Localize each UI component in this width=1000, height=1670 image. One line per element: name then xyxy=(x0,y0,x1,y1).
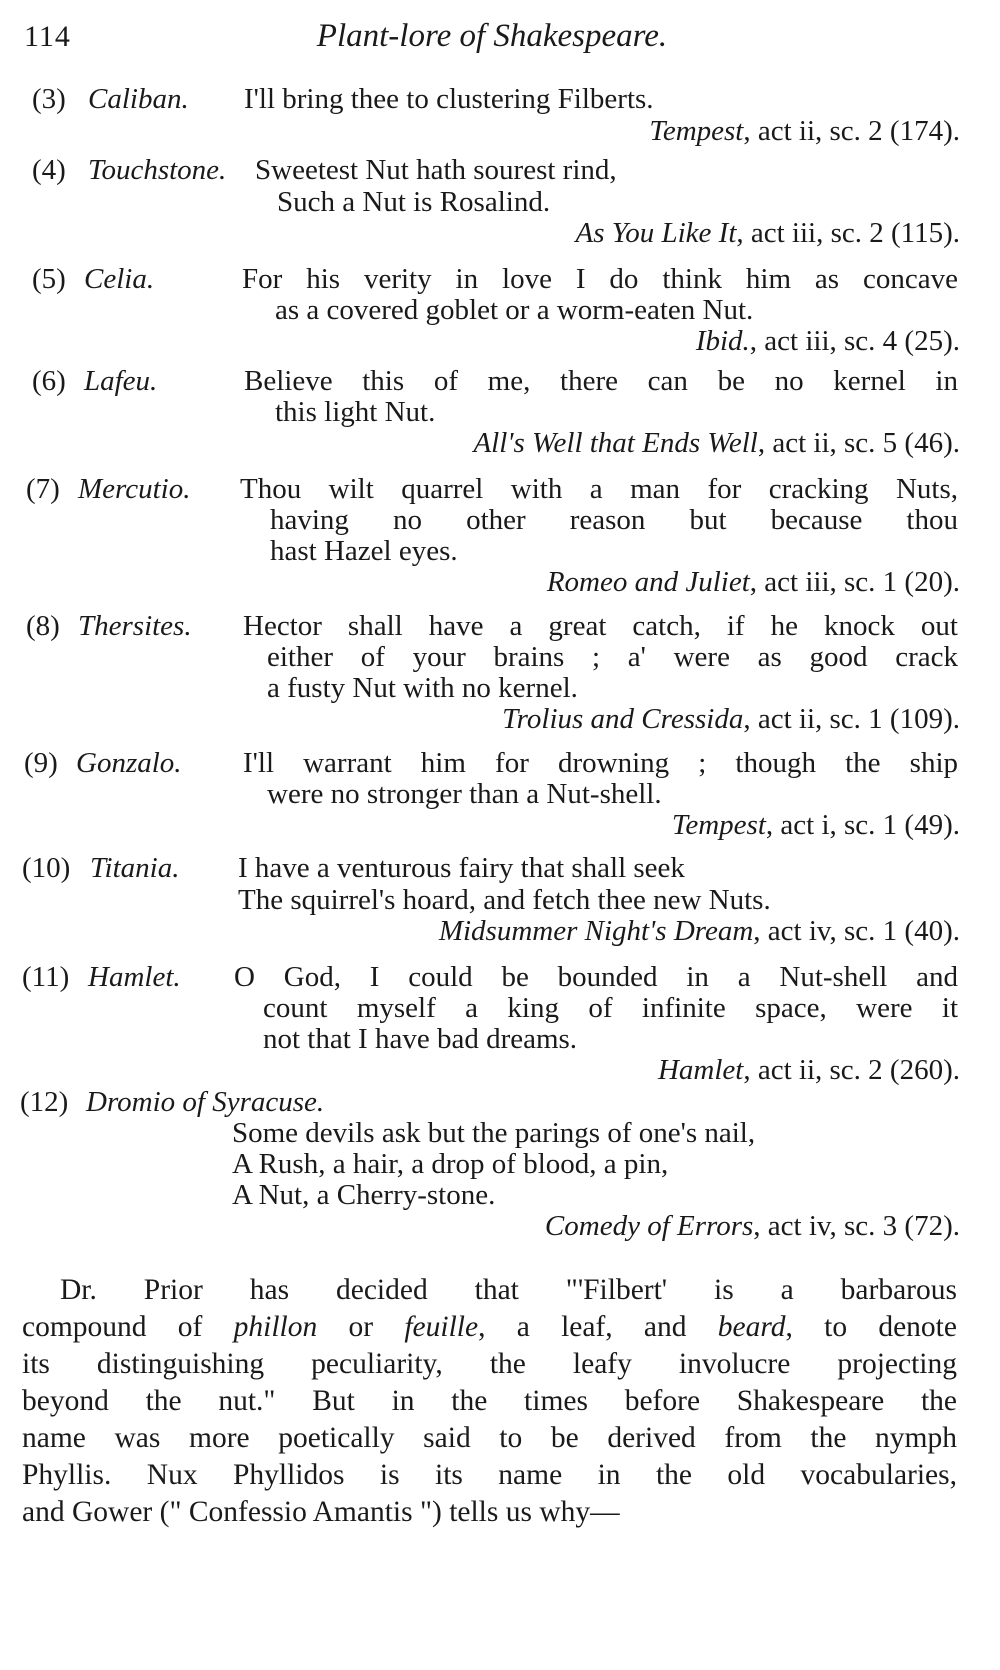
citation-reference: , act iv, sc. 1 (40). xyxy=(753,915,960,947)
citation-title: Trolius and Cressida xyxy=(502,703,744,735)
entry-number: (5) xyxy=(32,263,66,295)
speaker-name: Dromio of Syracuse. xyxy=(86,1086,325,1118)
emphasis-phillon: phillon xyxy=(233,1311,318,1343)
quote-line: Hector shall have a great catch, if he knock out xyxy=(243,610,958,642)
entry-number: (12) xyxy=(20,1086,69,1118)
citation-reference: , act iii, sc. 4 (25). xyxy=(749,325,960,357)
citation-title: Tempest xyxy=(649,115,744,147)
citation-reference: , act i, sc. 1 (49). xyxy=(765,809,960,841)
page-header xyxy=(24,14,960,64)
entry-number: (11) xyxy=(22,961,70,993)
quote-line: Some devils ask but the parings of one's nail, xyxy=(232,1117,756,1149)
paragraph-line: name was more poetically said to be derived from the nymph xyxy=(22,1422,957,1454)
citation-title: All's Well that Ends Well xyxy=(473,427,758,459)
speaker-name: Titania. xyxy=(90,852,180,884)
citation-title: Hamlet xyxy=(657,1054,744,1086)
quote-line: I'll bring thee to clustering Filberts. xyxy=(244,83,654,115)
quote-line: I have a venturous fairy that shall seek xyxy=(238,852,685,884)
speaker-name: Touchstone. xyxy=(88,154,227,186)
quote-line: Believe this of me, there can be no kernel in xyxy=(244,365,958,397)
citation-reference: , act iii, sc. 1 (20). xyxy=(749,566,960,598)
body-paragraph xyxy=(22,1272,957,1531)
paragraph-line: beyond the nut." But in the times before Shakespeare the xyxy=(22,1385,957,1417)
citation xyxy=(672,808,960,842)
emphasis-beard: beard xyxy=(717,1311,786,1343)
citation xyxy=(658,1053,960,1087)
quote-line: as a covered goblet or a worm-eaten Nut. xyxy=(275,294,754,326)
citation-reference: , act ii, sc. 2 (260). xyxy=(743,1054,960,1086)
quote-line: I'll warrant him for drowning ; though the ship xyxy=(243,747,958,779)
paragraph-line: Phyllis. Nux Phyllidos is its name in the old vocabularies, xyxy=(22,1459,957,1491)
citation xyxy=(649,114,960,148)
quote-line: O God, I could be bounded in a Nut-shell and xyxy=(234,961,958,993)
citation xyxy=(545,1209,960,1243)
citation-title: As You Like It xyxy=(575,217,737,249)
entry-number: (6) xyxy=(32,365,66,397)
citation-reference: , act iii, sc. 2 (115). xyxy=(736,217,960,249)
page-number: 114 xyxy=(24,20,71,53)
running-title: Plant-lore of Shakespeare. xyxy=(316,18,668,54)
citation xyxy=(502,702,960,736)
emphasis-feuille: feuille xyxy=(404,1311,479,1343)
citation-title: Tempest xyxy=(671,809,766,841)
entry-number: (10) xyxy=(22,852,71,884)
quote-line: A Rush, a hair, a drop of blood, a pin, xyxy=(232,1148,669,1180)
citation-title: Comedy of Errors xyxy=(544,1210,754,1242)
quote-line: a fusty Nut with no kernel. xyxy=(267,672,578,704)
citation xyxy=(439,914,960,948)
citation xyxy=(547,565,960,599)
quote-line: A Nut, a Cherry-stone. xyxy=(232,1179,496,1211)
quote-line: having no other reason but because thou xyxy=(270,504,958,536)
speaker-name: Lafeu. xyxy=(84,365,158,397)
quote-line: hast Hazel eyes. xyxy=(270,535,458,567)
speaker-name: Celia. xyxy=(84,263,155,295)
citation-title: Romeo and Juliet xyxy=(546,566,750,598)
quote-line: either of your brains ; a' were as good crack xyxy=(267,641,958,673)
citation xyxy=(696,324,960,358)
paragraph-line: its distinguishing peculiarity, the leafy involucre projecting xyxy=(22,1348,957,1380)
quote-line: Sweetest Nut hath sourest rind, xyxy=(255,154,617,186)
citation xyxy=(473,426,960,460)
paragraph-line: compound of phillon or feuille, a leaf, and beard, to denote xyxy=(22,1311,957,1343)
citation-reference: , act ii, sc. 5 (46). xyxy=(757,427,960,459)
speaker-name: Caliban. xyxy=(88,83,189,115)
entry-number: (3) xyxy=(32,83,66,115)
quote-line: Such a Nut is Rosalind. xyxy=(277,186,551,218)
quote-line: For his verity in love I do think him as concave xyxy=(242,263,958,295)
quote-line: Thou wilt quarrel with a man for cracking Nuts, xyxy=(240,473,958,505)
entry-number: (9) xyxy=(24,747,58,779)
quote-line: were no stronger than a Nut-shell. xyxy=(267,778,662,810)
entry-number: (4) xyxy=(32,154,66,186)
speaker-name: Gonzalo. xyxy=(76,747,182,779)
speaker-name: Hamlet. xyxy=(88,961,181,993)
entry-number: (7) xyxy=(26,473,60,505)
speaker-name: Thersites. xyxy=(78,610,192,642)
speaker-name: Mercutio. xyxy=(78,473,191,505)
paragraph-line: Dr. Prior has decided that "'Filbert' is a barbarous xyxy=(60,1274,957,1306)
citation-title: Ibid. xyxy=(695,325,750,357)
quote-line: The squirrel's hoard, and fetch thee new Nuts. xyxy=(238,884,771,916)
citation-reference: , act ii, sc. 1 (109). xyxy=(743,703,960,735)
citation-reference: , act iv, sc. 3 (72). xyxy=(753,1210,960,1242)
quote-line: this light Nut. xyxy=(275,396,436,428)
citation xyxy=(576,216,960,250)
paragraph-line: and Gower (" Confessio Amantis ") tells us why— xyxy=(22,1496,620,1528)
quote-line: count myself a king of infinite space, were it xyxy=(263,992,958,1024)
citation-title: Midsummer Night's Dream xyxy=(438,915,754,947)
entry-number: (8) xyxy=(26,610,60,642)
quote-line: not that I have bad dreams. xyxy=(263,1023,578,1055)
citation-reference: , act ii, sc. 2 (174). xyxy=(743,115,960,147)
